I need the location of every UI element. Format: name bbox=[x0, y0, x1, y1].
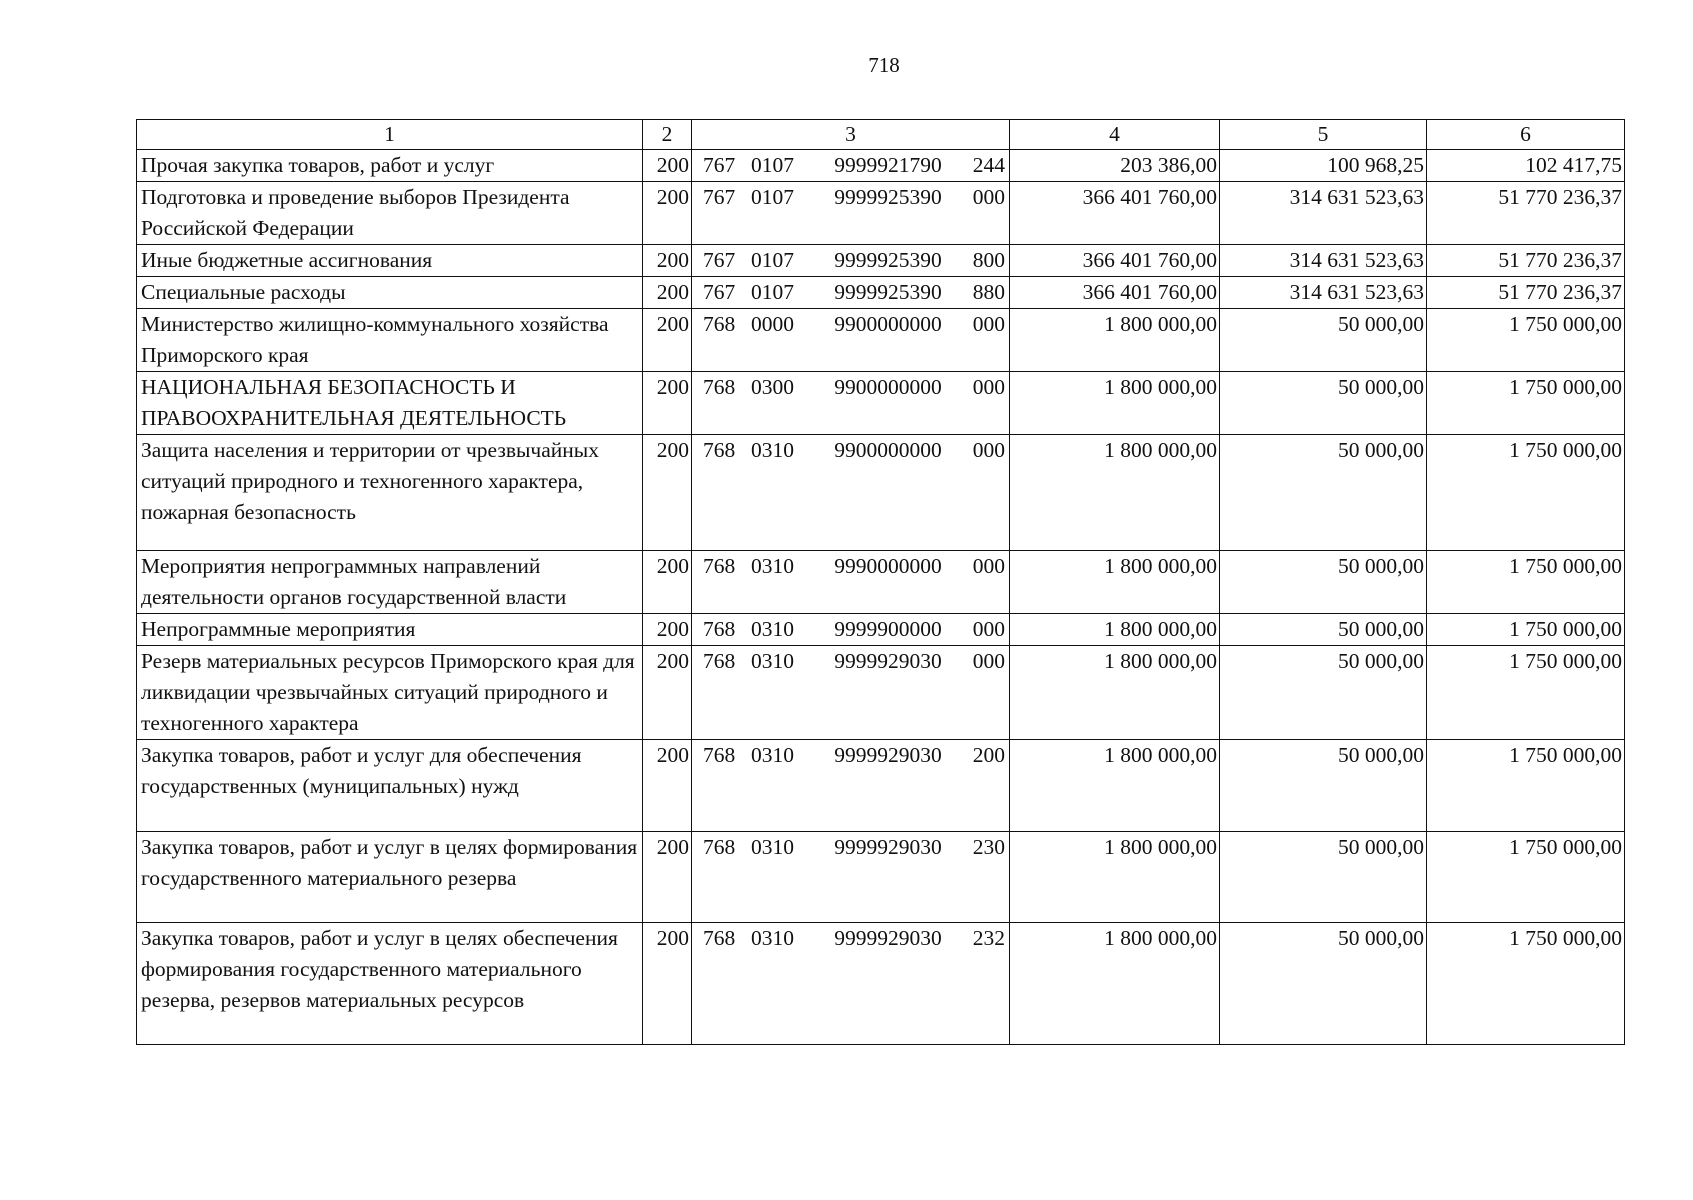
row-ga-code: 200 bbox=[643, 646, 692, 740]
row-target-code: 9999925390 bbox=[834, 185, 942, 209]
table-row bbox=[137, 551, 1625, 614]
row-name: Закупка товаров, работ и услуг для обеспечения государственных (муниципальных) нужд bbox=[137, 740, 643, 832]
row-target-code: 9999921790 bbox=[834, 153, 942, 177]
row-value-col6: 1 750 000,00 bbox=[1427, 614, 1625, 646]
row-expense-type-code: 244 bbox=[972, 153, 1005, 177]
row-target-code: 9999900000 bbox=[834, 617, 942, 641]
row-expense-type-code: 000 bbox=[972, 438, 1005, 462]
row-name: Подготовка и проведение выборов Президента Российской Федерации bbox=[137, 182, 643, 245]
row-target-code: 9999929030 bbox=[834, 835, 942, 859]
row-value-col6: 1 750 000,00 bbox=[1427, 372, 1625, 435]
row-target-code: 9900000000 bbox=[834, 438, 942, 462]
row-expense-type-code: 000 bbox=[972, 312, 1005, 336]
row-value-col4: 1 800 000,00 bbox=[1010, 923, 1220, 1045]
row-section-code: 0310 bbox=[751, 617, 794, 641]
row-value-col4: 1 800 000,00 bbox=[1010, 372, 1220, 435]
row-ved-code: 767 bbox=[703, 248, 736, 272]
row-name: Закупка товаров, работ и услуг в целях обеспечения формирования государственного материального резерва, резервов материальных ресурсов bbox=[137, 923, 643, 1045]
row-value-col6: 51 770 236,37 bbox=[1427, 277, 1625, 309]
row-budget-code bbox=[692, 182, 1010, 245]
row-name: Резерв материальных ресурсов Приморского края для ликвидации чрезвычайных ситуаций природного и техногенного характера bbox=[137, 646, 643, 740]
row-name: Защита населения и территории от чрезвычайных ситуаций природного и техногенного характера, пожарная безопасность bbox=[137, 435, 643, 551]
row-ved-code: 768 bbox=[703, 375, 736, 399]
row-name: Специальные расходы bbox=[137, 277, 643, 309]
row-value-col5: 50 000,00 bbox=[1220, 832, 1427, 923]
row-name: Непрограммные мероприятия bbox=[137, 614, 643, 646]
row-name: НАЦИОНАЛЬНАЯ БЕЗОПАСНОСТЬ И ПРАВООХРАНИТЕЛЬНАЯ ДЕЯТЕЛЬНОСТЬ bbox=[137, 372, 643, 435]
row-value-col6: 1 750 000,00 bbox=[1427, 832, 1625, 923]
row-target-code: 9900000000 bbox=[834, 312, 942, 336]
row-section-code: 0310 bbox=[751, 649, 794, 673]
row-ga-code: 200 bbox=[643, 372, 692, 435]
row-value-col4: 1 800 000,00 bbox=[1010, 435, 1220, 551]
row-section-code: 0107 bbox=[751, 153, 794, 177]
row-value-col6: 1 750 000,00 bbox=[1427, 309, 1625, 372]
row-expense-type-code: 000 bbox=[972, 185, 1005, 209]
row-target-code: 9999925390 bbox=[834, 280, 942, 304]
table-row bbox=[137, 277, 1625, 309]
row-target-code: 9900000000 bbox=[834, 375, 942, 399]
row-section-code: 0000 bbox=[751, 312, 794, 336]
row-budget-code bbox=[692, 435, 1010, 551]
column-header-6: 6 bbox=[1427, 120, 1625, 150]
row-value-col6: 1 750 000,00 bbox=[1427, 646, 1625, 740]
column-header-4: 4 bbox=[1010, 120, 1220, 150]
row-budget-code bbox=[692, 646, 1010, 740]
row-target-code: 9999925390 bbox=[834, 248, 942, 272]
row-name: Министерство жилищно-коммунального хозяйства Приморского края bbox=[137, 309, 643, 372]
row-ved-code: 768 bbox=[703, 438, 736, 462]
row-ved-code: 768 bbox=[703, 617, 736, 641]
row-ga-code: 200 bbox=[643, 832, 692, 923]
row-section-code: 0107 bbox=[751, 280, 794, 304]
row-target-code: 9990000000 bbox=[834, 554, 942, 578]
row-value-col4: 366 401 760,00 bbox=[1010, 277, 1220, 309]
row-ved-code: 768 bbox=[703, 743, 736, 767]
row-name: Прочая закупка товаров, работ и услуг bbox=[137, 150, 643, 182]
row-budget-code bbox=[692, 150, 1010, 182]
row-name: Закупка товаров, работ и услуг в целях формирования государственного материального резерва bbox=[137, 832, 643, 923]
row-ved-code: 767 bbox=[703, 185, 736, 209]
table-row bbox=[137, 435, 1625, 551]
table-row bbox=[137, 832, 1625, 923]
table-row bbox=[137, 150, 1625, 182]
row-ved-code: 768 bbox=[703, 649, 736, 673]
row-value-col5: 50 000,00 bbox=[1220, 923, 1427, 1045]
row-expense-type-code: 000 bbox=[972, 554, 1005, 578]
row-expense-type-code: 200 bbox=[972, 743, 1005, 767]
row-target-code: 9999929030 bbox=[834, 743, 942, 767]
row-expense-type-code: 000 bbox=[972, 375, 1005, 399]
row-value-col6: 51 770 236,37 bbox=[1427, 182, 1625, 245]
row-value-col4: 203 386,00 bbox=[1010, 150, 1220, 182]
row-ga-code: 200 bbox=[643, 150, 692, 182]
column-number-header bbox=[137, 120, 1625, 150]
row-value-col5: 50 000,00 bbox=[1220, 372, 1427, 435]
row-value-col5: 314 631 523,63 bbox=[1220, 277, 1427, 309]
row-value-col6: 1 750 000,00 bbox=[1427, 740, 1625, 832]
page-number: 718 bbox=[868, 53, 900, 77]
row-ga-code: 200 bbox=[643, 551, 692, 614]
row-ga-code: 200 bbox=[643, 614, 692, 646]
row-value-col5: 50 000,00 bbox=[1220, 740, 1427, 832]
row-value-col5: 50 000,00 bbox=[1220, 435, 1427, 551]
column-header-5: 5 bbox=[1220, 120, 1427, 150]
column-header-1: 1 bbox=[137, 120, 643, 150]
row-expense-type-code: 232 bbox=[972, 926, 1005, 950]
row-section-code: 0300 bbox=[751, 375, 794, 399]
row-value-col4: 1 800 000,00 bbox=[1010, 646, 1220, 740]
table-row bbox=[137, 923, 1625, 1045]
budget-table bbox=[136, 119, 1625, 1045]
row-ved-code: 767 bbox=[703, 153, 736, 177]
row-ga-code: 200 bbox=[643, 309, 692, 372]
row-expense-type-code: 230 bbox=[972, 835, 1005, 859]
row-value-col5: 50 000,00 bbox=[1220, 551, 1427, 614]
row-value-col4: 366 401 760,00 bbox=[1010, 182, 1220, 245]
row-budget-code bbox=[692, 551, 1010, 614]
row-value-col5: 50 000,00 bbox=[1220, 309, 1427, 372]
row-value-col5: 100 968,25 bbox=[1220, 150, 1427, 182]
row-ga-code: 200 bbox=[643, 182, 692, 245]
row-target-code: 9999929030 bbox=[834, 649, 942, 673]
row-value-col4: 1 800 000,00 bbox=[1010, 551, 1220, 614]
column-header-2: 2 bbox=[643, 120, 692, 150]
row-budget-code bbox=[692, 923, 1010, 1045]
row-section-code: 0310 bbox=[751, 438, 794, 462]
row-ga-code: 200 bbox=[643, 435, 692, 551]
row-budget-code bbox=[692, 372, 1010, 435]
row-target-code: 9999929030 bbox=[834, 926, 942, 950]
row-section-code: 0310 bbox=[751, 743, 794, 767]
row-budget-code bbox=[692, 740, 1010, 832]
row-value-col6: 1 750 000,00 bbox=[1427, 551, 1625, 614]
row-budget-code bbox=[692, 245, 1010, 277]
row-section-code: 0107 bbox=[751, 248, 794, 272]
row-value-col4: 366 401 760,00 bbox=[1010, 245, 1220, 277]
row-value-col5: 314 631 523,63 bbox=[1220, 182, 1427, 245]
table-row bbox=[137, 309, 1625, 372]
row-name: Иные бюджетные ассигнования bbox=[137, 245, 643, 277]
row-expense-type-code: 000 bbox=[972, 617, 1005, 641]
column-header-3: 3 bbox=[692, 120, 1010, 150]
table-row bbox=[137, 740, 1625, 832]
row-value-col6: 1 750 000,00 bbox=[1427, 923, 1625, 1045]
row-value-col6: 1 750 000,00 bbox=[1427, 435, 1625, 551]
row-section-code: 0310 bbox=[751, 835, 794, 859]
row-value-col4: 1 800 000,00 bbox=[1010, 614, 1220, 646]
table-row bbox=[137, 372, 1625, 435]
row-budget-code bbox=[692, 614, 1010, 646]
row-ga-code: 200 bbox=[643, 245, 692, 277]
table-row bbox=[137, 614, 1625, 646]
row-ved-code: 767 bbox=[703, 280, 736, 304]
row-budget-code bbox=[692, 309, 1010, 372]
row-value-col4: 1 800 000,00 bbox=[1010, 309, 1220, 372]
row-value-col6: 51 770 236,37 bbox=[1427, 245, 1625, 277]
row-ga-code: 200 bbox=[643, 740, 692, 832]
table-row bbox=[137, 646, 1625, 740]
row-value-col5: 314 631 523,63 bbox=[1220, 245, 1427, 277]
row-ved-code: 768 bbox=[703, 554, 736, 578]
row-name: Мероприятия непрограммных направлений деятельности органов государственной власти bbox=[137, 551, 643, 614]
row-ved-code: 768 bbox=[703, 835, 736, 859]
row-section-code: 0107 bbox=[751, 185, 794, 209]
row-value-col6: 102 417,75 bbox=[1427, 150, 1625, 182]
row-ved-code: 768 bbox=[703, 926, 736, 950]
row-value-col5: 50 000,00 bbox=[1220, 614, 1427, 646]
row-section-code: 0310 bbox=[751, 554, 794, 578]
row-expense-type-code: 800 bbox=[972, 248, 1005, 272]
table-row bbox=[137, 182, 1625, 245]
row-value-col5: 50 000,00 bbox=[1220, 646, 1427, 740]
row-value-col4: 1 800 000,00 bbox=[1010, 740, 1220, 832]
row-budget-code bbox=[692, 277, 1010, 309]
row-value-col4: 1 800 000,00 bbox=[1010, 832, 1220, 923]
row-expense-type-code: 000 bbox=[972, 649, 1005, 673]
row-expense-type-code: 880 bbox=[972, 280, 1005, 304]
row-ga-code: 200 bbox=[643, 923, 692, 1045]
row-section-code: 0310 bbox=[751, 926, 794, 950]
row-ved-code: 768 bbox=[703, 312, 736, 336]
table-row bbox=[137, 245, 1625, 277]
row-budget-code bbox=[692, 832, 1010, 923]
row-ga-code: 200 bbox=[643, 277, 692, 309]
